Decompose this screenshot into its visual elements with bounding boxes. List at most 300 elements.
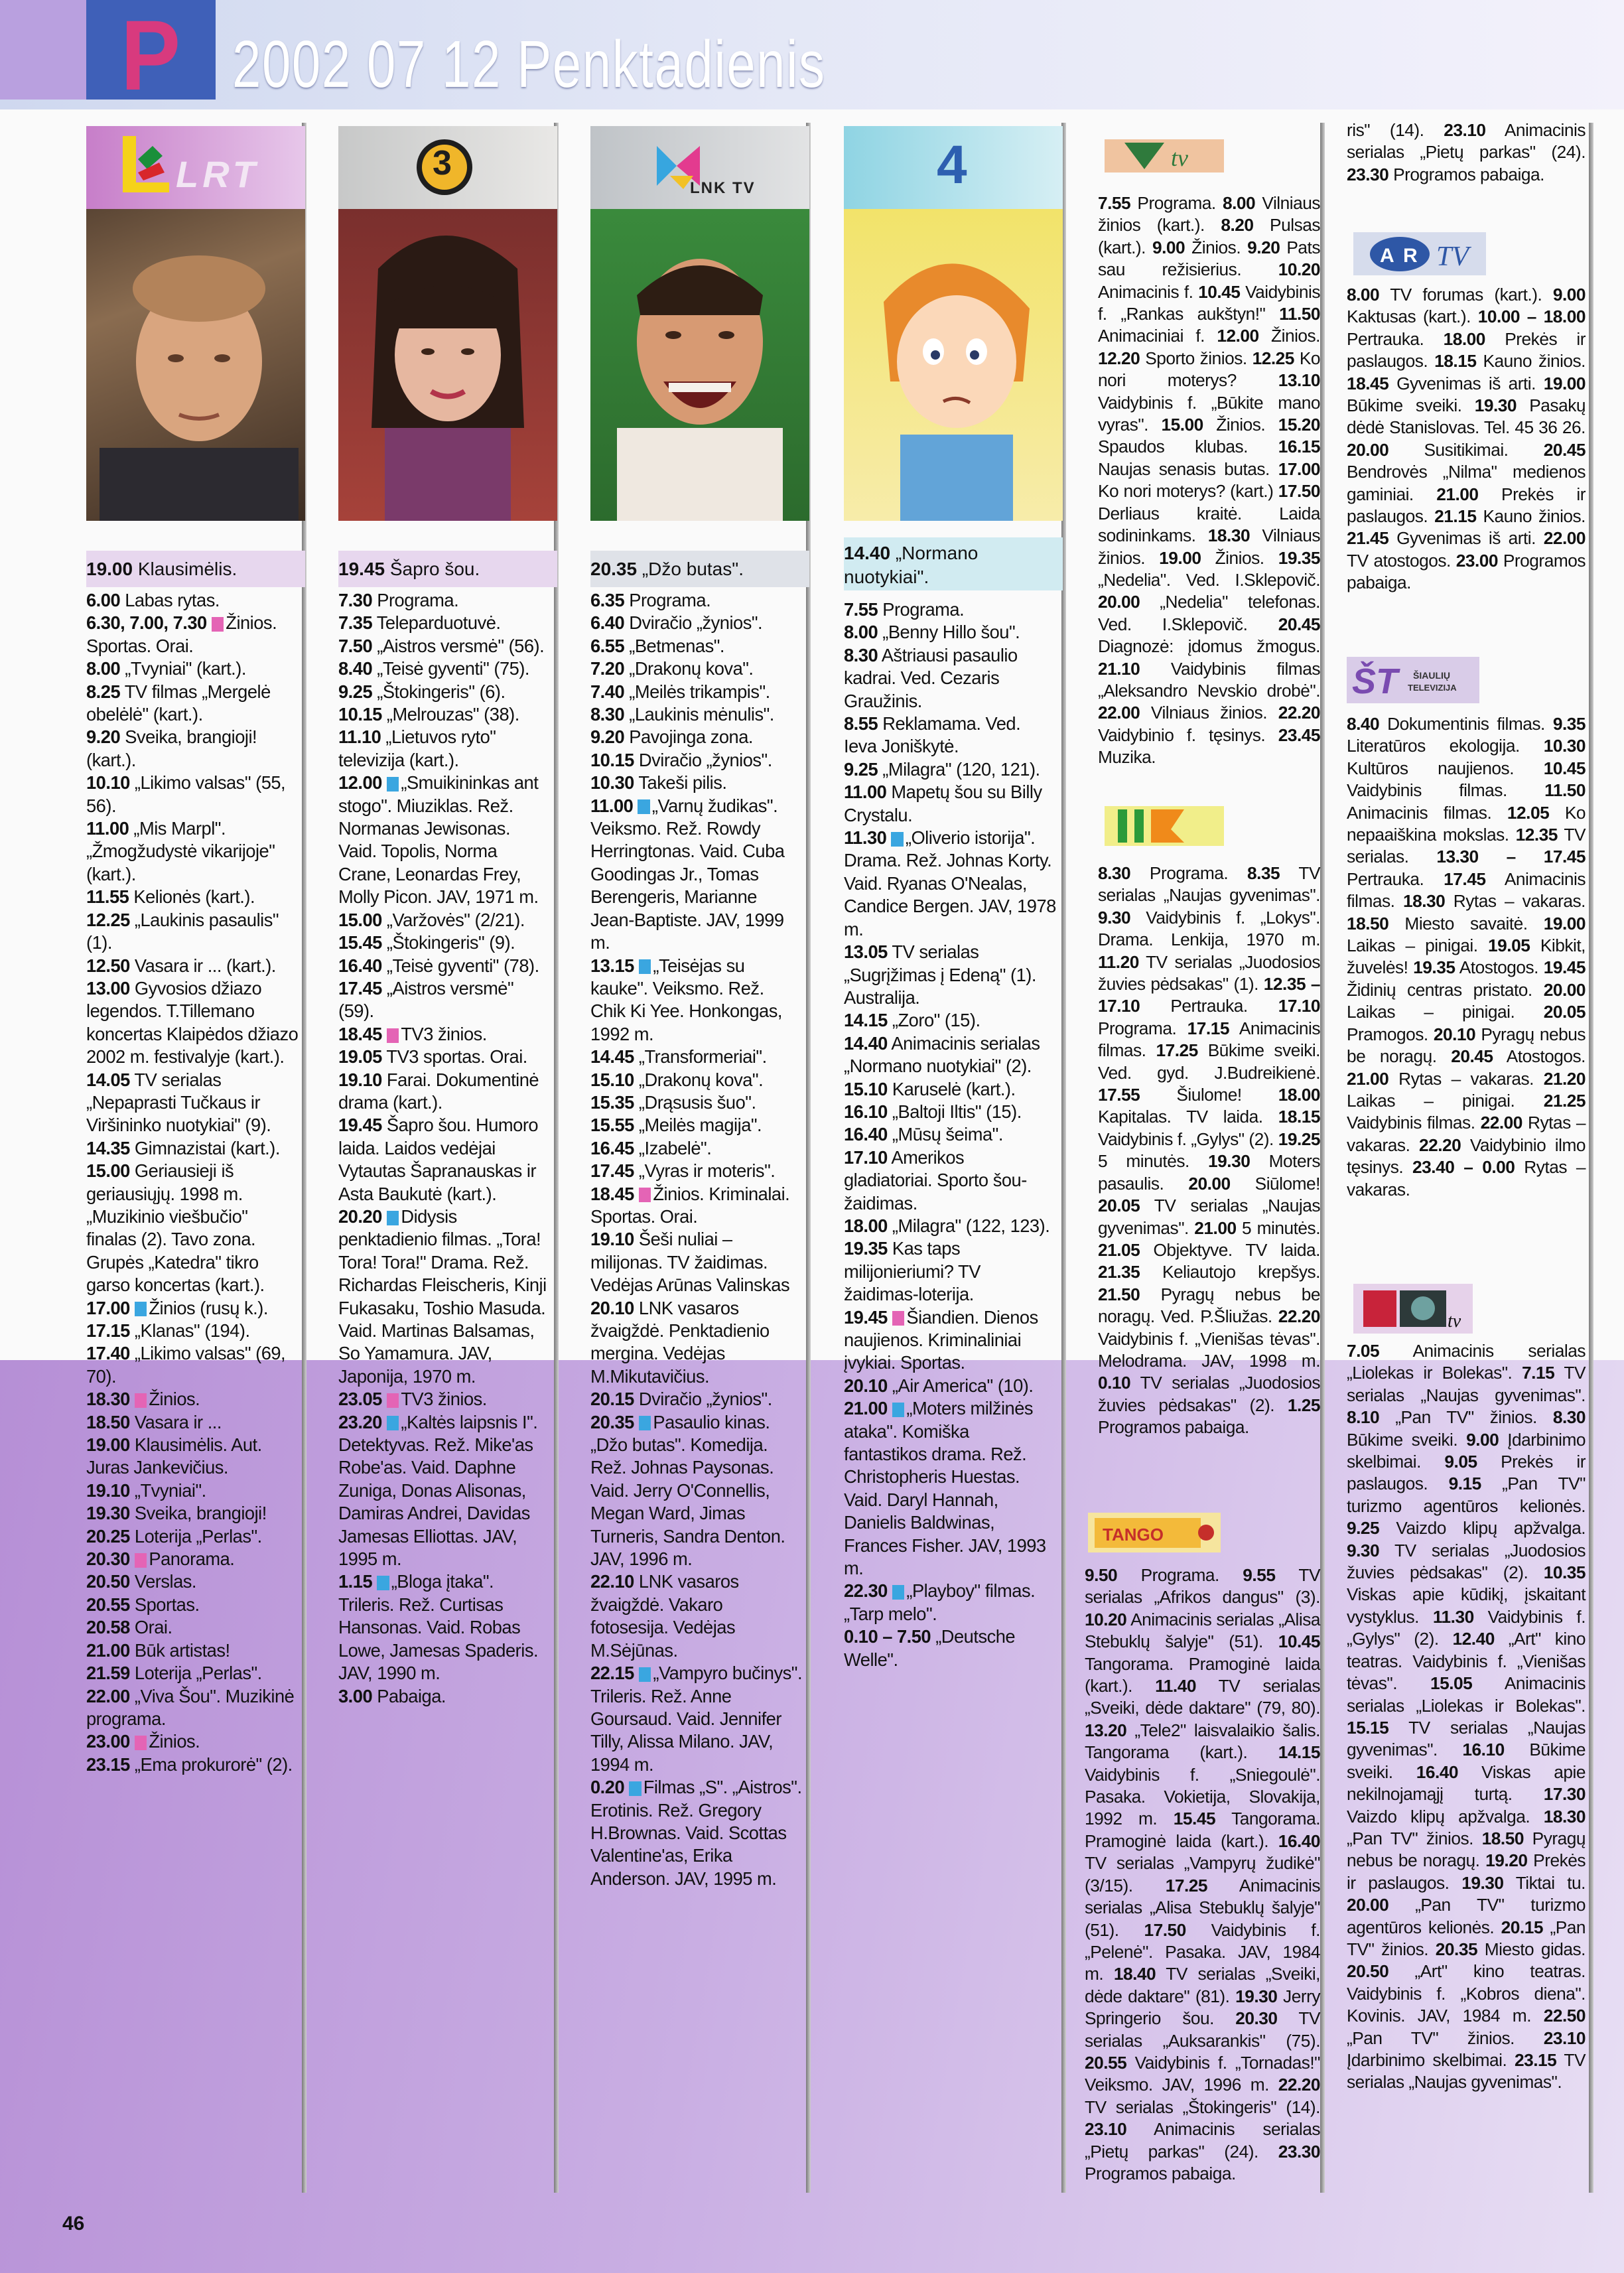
entry-time: 18.50 — [86, 1411, 130, 1432]
artv-schedule: 8.00 TV forumas (kart.). 9.00 Kaktusas (kart.). 10.00 – 18.00 Pertrauka. 18.00 Prekės ir paslaugos. 18.15 Kauno žinios. 18.45 Gyvenimas iš arti. 19.00 Būkime sveiki. 19.30 Pasakų dėdė Stanislovas. Tel. 45 36 26. 20.00 Susitikimai. 20.45 Bendrovės „Nilma" medienos gaminiai. 21.00 Prekės ir paslaugos. 21.15 Kauno žinios. 21.45 Gyvenimas iš arti. 22.00 TV atostogos. 23.00 Programos pabaiga. — [1347, 285, 1586, 593]
entry-time: 11.00 — [86, 818, 129, 839]
schedule-entry — [86, 1137, 299, 1160]
column-divider — [1320, 123, 1325, 2193]
schedule-entry — [590, 726, 803, 748]
entry-title: Vasara ir ... (kart.). — [134, 955, 276, 976]
film-tag-icon — [387, 1211, 399, 1225]
entry-time: 11.10 — [338, 726, 381, 748]
entry-title: „Milagra" (122, 123). — [892, 1215, 1050, 1236]
entry-time: 19.35 — [844, 1238, 888, 1259]
tango-logo — [1088, 1506, 1221, 1559]
entry-time: 17.15 — [86, 1320, 130, 1341]
entry-title: „Štokingeris" (6). — [377, 681, 506, 702]
news-tag-icon — [387, 1028, 399, 1043]
entry-title: „Tvyniai". — [134, 1480, 206, 1501]
entry-title: Amerikos gladiatoriai. Sporto šou-žaidimas. — [844, 1146, 1027, 1213]
entry-title: „Baltoji Iltis" (15). — [892, 1101, 1022, 1122]
entry-time: 20.35 — [590, 1411, 634, 1432]
tv3-host-photo — [338, 209, 557, 521]
news-tag-icon — [639, 1188, 651, 1202]
entry-title: Žinios. — [149, 1389, 200, 1410]
schedule-entry — [86, 612, 299, 657]
entry-title: Žinios. Kriminalai. Sportas. Orai. — [590, 1183, 790, 1227]
entry-title: Dviračio „žynios". — [638, 1389, 772, 1410]
schedule-entry — [844, 1306, 1056, 1375]
lnk-photo-caption: 20.35 „Džo butas". — [590, 551, 809, 587]
entry-time: 16.40 — [844, 1124, 888, 1145]
schedule-entry — [338, 726, 551, 772]
schedule-entry — [338, 931, 551, 954]
schedule-entry — [590, 955, 803, 1046]
entry-title: Farai. Dokumentinė drama (kart.). — [338, 1069, 539, 1113]
schedule-entry — [86, 1434, 299, 1480]
lrt-logo: LRT — [176, 153, 259, 195]
entry-title: LNK vasaros žvaigždė. Vakaro fotosesija. Vedėjas M.Sėjūnas. — [590, 1571, 739, 1661]
entry-time: 23.00 — [86, 1731, 130, 1752]
schedule-entry — [844, 1146, 1056, 1215]
entry-title: Reklamama. Ved. Ieva Joniškytė. — [844, 713, 1021, 757]
entry-time: 23.20 — [338, 1411, 382, 1432]
schedule-entry — [590, 1046, 803, 1068]
schedule-entry — [590, 1411, 803, 1571]
entry-title: „Viva Šou". Muzikinė programa. — [86, 1685, 295, 1729]
entry-time: 15.10 — [844, 1078, 888, 1099]
pan-tv-schedule: 7.05 Animacinis serialas „Liolekas ir Bolekas". 7.15 TV serialas „Naujas gyvenimas". 8.10 „Pan TV" žinios. 8.30 Būkime sveiki. 9.00 Įdarbinimo skelbimai. 9.05 Prekės ir paslaugos. 9.15 „Pan TV" turizmo agentūros kelionės. 9.25 Vaizdo klipų apžvalga. 9.30 TV serialas „Juodosios žuvies pėdsakas" (2). 10.35 Viskas apie kūdikį, įskaitant vystyklus. 11.30 Vaidybinis f. „Gylys" (2). 12.40 „Art" kino teatras. Vaidybinis f. „Vienišas tėvas". 15.05 Animacinis serialas „Liolekas ir Bolekas". 15.15 TV serialas „Naujas gyvenimas". 16.10 Būkime sveiki. 16.40 Viskas apie nekilnojamąjį turtą. 17.30 Vaizdo klipų apžvalga. 18.30 „Pan TV" žinios. 18.50 Pyragų nebus be noragų. 19.20 Prekės ir paslaugos. 19.30 Tiktai tu. 20.00 „Pan TV" turizmo agentūros kelionės. 20.15 „Pan TV" žinios. 20.35 Miesto gidas. 20.50 „Art" kino teatras. Vaidybinis f. „Kobros diena". Kovinis. JAV, 1984 m. 22.50 „Pan TV" žinios. 23.10 Įdarbinimo skelbimai. 23.15 TV serialas „Naujas gyvenimas". — [1347, 1341, 1586, 2093]
schedule-entry — [86, 1594, 299, 1616]
schedule-entry — [590, 1137, 803, 1160]
schedule-entry — [338, 1388, 551, 1411]
lnk-schedule — [590, 589, 803, 1890]
entry-title: TV filmas „Mergelė obelėlė" (kart.). — [86, 681, 271, 725]
entry-title: Sveika, brangioji! — [134, 1503, 267, 1524]
woman-portrait-icon — [338, 209, 557, 521]
entry-time: 17.00 — [86, 1297, 130, 1318]
entry-time: 12.25 — [86, 909, 130, 930]
entry-time: 17.45 — [590, 1160, 634, 1182]
entry-time: 22.10 — [590, 1571, 634, 1592]
schedule-entry — [338, 1570, 551, 1685]
entry-time: 7.50 — [338, 635, 373, 656]
entry-time: 14.45 — [590, 1046, 634, 1068]
entry-time: 10.15 — [590, 749, 634, 770]
schedule-entry — [590, 681, 803, 703]
schedule-entry — [338, 909, 551, 931]
schedule-entry — [338, 977, 551, 1023]
schedule-entry — [590, 1160, 803, 1182]
film-tag-icon — [639, 959, 651, 974]
entry-time: 7.20 — [590, 658, 625, 679]
entry-title: „Laukinis mėnulis". — [629, 704, 774, 725]
entry-title: „Aistros versmė" (56). — [377, 635, 545, 656]
entry-title: „Oliverio istorija". Drama. Rež. Johnas Korty. Vaid. Ryanas O'Nealas, Candice Bergen. JAV, 1978 m. — [844, 827, 1056, 939]
entry-title: „Smuikininkas ant stogo". Miuziklas. Rež. Normanas Jewisonas. Vaid. Topolis, Norma Crane, Leonardas Frey, Molly Picon. JAV, 1971 m. — [338, 772, 539, 908]
entry-title: „Tvyniai" (kart.). — [125, 658, 246, 679]
entry-time: 19.45 — [338, 1115, 382, 1136]
film-tag-icon — [639, 1416, 651, 1430]
lnk-logo: LNK TV — [690, 179, 756, 197]
entry-title: „Likimo valsas" (55, 56). — [86, 772, 286, 816]
entry-time: 22.30 — [844, 1580, 888, 1602]
news-tag-icon — [387, 1393, 399, 1408]
schedule-entry — [86, 1411, 299, 1434]
ch4-schedule — [844, 598, 1056, 1671]
entry-time: 11.55 — [86, 886, 129, 908]
entry-time: 6.00 — [86, 590, 121, 610]
schedule-entry — [86, 1525, 299, 1548]
entry-time: 20.30 — [86, 1549, 130, 1570]
entry-time: 19.05 — [338, 1046, 382, 1068]
entry-title: TV3 žinios. — [401, 1389, 487, 1410]
schedule-entry — [590, 1091, 803, 1114]
schedule-entry — [86, 657, 299, 680]
schedule-entry — [590, 1228, 803, 1296]
siauliu-tv-logo — [1347, 654, 1479, 707]
entry-title: TV3 sportas. Orai. — [386, 1046, 527, 1068]
entry-title: „Benny Hillo šou". — [882, 622, 1020, 643]
schedule-entry — [844, 781, 1056, 827]
entry-title: Žinios. Sportas. Orai. — [86, 612, 277, 656]
entry-time: 8.30 — [590, 704, 625, 725]
entry-time: 12.50 — [86, 955, 130, 976]
schedule-entry — [590, 1388, 803, 1411]
schedule-entry — [590, 749, 803, 772]
schedule-entry — [86, 1297, 299, 1320]
entry-time: 19.10 — [86, 1480, 130, 1501]
entry-time: 7.35 — [338, 612, 373, 634]
film-tag-icon — [135, 1302, 147, 1316]
siauliu-tv-schedule: 8.40 Dokumentinis filmas. 9.35 Literatūros ekologija. 10.30 Kultūros naujienos. 10.45 Vaidybinis filmas. 11.50 Animacinis filmas. 12.05 Ko nepaaiškina mokslas. 12.35 TV serialas. 13.30 – 17.45 Pertrauka. 17.45 Animacinis filmas. 18.30 Rytas – vakaras. 18.50 Miesto savaitė. 19.00 Laikas – pinigai. 19.05 Kibkit, žuvelės! 19.35 Atostogos. 19.45 Židinių centras pristato. 20.00 Laikas – pinigai. 20.05 Pramogos. 20.10 Pyragų nebus be noragų. 20.45 Atostogos. 21.00 Rytas – vakaras. 21.20 Laikas – pinigai. 21.25 Vaidybinis filmas. 22.00 Rytas – vakaras. 22.20 Vaidybinio ilmo tęsinys. 23.40 – 0.00 Rytas – vakaras. — [1347, 714, 1586, 1200]
entry-title: „Mūsų šeima". — [892, 1124, 1003, 1145]
entry-time: 18.45 — [590, 1183, 634, 1204]
header-corner-block — [0, 0, 86, 100]
schedule-entry — [590, 795, 803, 955]
entry-time: 15.00 — [338, 909, 382, 930]
schedule-entry — [86, 1160, 299, 1296]
entry-title: „Melrouzas" (38). — [386, 704, 519, 725]
schedule-entry — [86, 1639, 299, 1662]
entry-time: 16.40 — [338, 955, 382, 976]
lnk-movie-photo — [590, 209, 809, 521]
entry-time: 17.45 — [338, 977, 382, 999]
entry-time: 0.20 — [590, 1777, 625, 1798]
schedule-entry — [86, 817, 299, 886]
entry-time: 16.45 — [590, 1137, 634, 1158]
entry-time: 20.10 — [844, 1375, 888, 1396]
entry-time: 16.10 — [844, 1101, 888, 1122]
entry-time: 9.20 — [590, 726, 625, 748]
news-tag-icon — [212, 617, 224, 632]
schedule-entry — [86, 1548, 299, 1570]
entry-time: 7.30 — [338, 590, 373, 610]
schedule-entry — [844, 1580, 1056, 1625]
entry-title: Programa. — [377, 590, 459, 610]
svg-text:TELEVIZIJA: TELEVIZIJA — [1408, 683, 1457, 693]
entry-title: „Meilės trikampis". — [629, 681, 770, 702]
entry-title: Šapro šou. Humoro laida. Laidos vedėjai Vytautas Šapranauskas ir Asta Baukutė (kart.). — [338, 1115, 539, 1204]
man-portrait-icon — [86, 209, 305, 521]
entry-title: LNK vasaros žvaigždė. Penktadienio mergina. Vedėjas M.Mikutavičius. — [590, 1297, 770, 1387]
entry-time: 13.05 — [844, 941, 888, 963]
entry-title: Animacinis serialas „Normano nuotykiai" (2). — [844, 1032, 1040, 1077]
entry-time: 6.30, 7.00, 7.30 — [86, 612, 207, 634]
entry-time: 20.20 — [338, 1205, 382, 1227]
entry-title: Teleparduotuvė. — [376, 612, 501, 634]
tv3-schedule — [338, 589, 551, 1708]
entry-time: 19.10 — [338, 1069, 382, 1090]
entry-time: 1.15 — [338, 1571, 373, 1592]
schedule-entry — [338, 1023, 551, 1046]
entry-title: „Vampyro bučinys". Trileris. Rež. Anne Goursaud. Vaid. Jennifer Tilly, Alissa Milano. JAV, 1994 m. — [590, 1663, 803, 1775]
cartoon-boy-icon — [844, 209, 1063, 521]
pan-tv-logo — [1353, 1280, 1473, 1337]
entry-title: „Laukinis pasaulis" (1). — [86, 909, 279, 953]
entry-title: „Varnų žudikas". Veiksmo. Rež. Rowdy Herringtonas. Vaid. Cuba Goodingas Jr., Tomas Berengeris, Marianne Jean-Baptiste. JAV, 1999 m. — [590, 795, 785, 953]
entry-time: 9.25 — [338, 681, 373, 702]
entry-title: „Transformeriai". — [638, 1046, 767, 1068]
entry-time: 8.25 — [86, 681, 121, 702]
entry-time: 13.00 — [86, 977, 130, 999]
schedule-entry — [590, 635, 803, 657]
entry-time: 3.00 — [338, 1685, 373, 1706]
schedule-entry — [86, 1480, 299, 1502]
schedule-entry — [86, 1730, 299, 1753]
entry-title: Labas rytas. — [125, 590, 220, 610]
entry-title: „Izabelė". — [638, 1137, 712, 1158]
ch4-cartoon-photo — [844, 209, 1063, 521]
entry-time: 14.15 — [844, 1010, 888, 1031]
entry-time: 10.10 — [86, 772, 130, 793]
entry-title: „Vyras ir moteris". — [638, 1160, 776, 1182]
entry-title: „Meilės magija". — [638, 1115, 762, 1136]
entry-title: „Deutsche Welle". — [844, 1626, 1016, 1670]
entry-title: „Varžovės" (2/21). — [386, 909, 525, 930]
entry-time: 15.35 — [590, 1091, 634, 1113]
entry-time: 6.55 — [590, 635, 625, 656]
entry-time: 15.00 — [86, 1160, 130, 1182]
page-number: 46 — [62, 2213, 85, 2235]
ch4-logo: 4 — [937, 135, 967, 195]
entry-title: Pasaulio kinas. „Džo butas". Komedija. Rež. Johnas Paysonas. Vaid. Jerry O'Connellis, Megan Ward, Jimas Turneris, Sandra Denton. JAV, 1996 m. — [590, 1411, 785, 1570]
entry-time: 17.40 — [86, 1343, 130, 1364]
schedule-entry — [86, 1069, 299, 1137]
entry-time: 21.59 — [86, 1663, 130, 1684]
entry-title: „Air America" (10). — [892, 1375, 1034, 1396]
entry-title: Kas taps milijonieriumi? TV žaidimas-loterija. — [844, 1238, 981, 1305]
entry-title: Sportas. — [134, 1594, 200, 1615]
artv-logo — [1353, 229, 1486, 279]
entry-title: „Klanas" (194). — [134, 1320, 250, 1341]
entry-title: „Moters milžinės ataka". Komiška fantastikos drama. Rež. Christopheris Huestas. Vaid. Daryl Hannah, Danielis Baldwinas, Frances Fisher. JAV, 1993 m. — [844, 1398, 1046, 1579]
schedule-entry — [86, 1342, 299, 1388]
schedule-entry — [590, 1297, 803, 1389]
entry-title: TV serialas „Sugrįžimas į Edeną" (1). Australija. — [844, 941, 1036, 1008]
schedule-entry — [338, 1069, 551, 1115]
entry-time: 20.10 — [590, 1297, 634, 1318]
schedule-entry — [844, 644, 1056, 713]
schedule-entry — [86, 1570, 299, 1593]
film-tag-icon — [892, 1585, 904, 1600]
svg-text:tv: tv — [1448, 1311, 1461, 1332]
entry-title: „Milagra" (120, 121). — [882, 758, 1040, 780]
entry-time: 8.00 — [844, 622, 878, 643]
entry-title: Karuselė (kart.). — [892, 1078, 1016, 1099]
entry-time: 19.45 — [844, 1306, 888, 1328]
entry-title: „Playboy" filmas. „Tarp melo". — [844, 1580, 1036, 1624]
entry-time: 22.15 — [590, 1663, 634, 1684]
schedule-entry — [338, 612, 551, 634]
entry-time: 8.30 — [844, 644, 878, 665]
entry-time: 18.30 — [86, 1389, 130, 1410]
schedule-entry — [844, 1101, 1056, 1123]
entry-title: „Aistros versmė" (59). — [338, 977, 514, 1022]
schedule-entry — [590, 1069, 803, 1091]
entry-time: 23.05 — [338, 1389, 382, 1410]
schedule-entry — [338, 703, 551, 726]
entry-time: 22.00 — [86, 1685, 130, 1706]
film-tag-icon — [387, 777, 399, 792]
svg-text:ŠIAULIŲ: ŠIAULIŲ — [1413, 670, 1450, 681]
schedule-entry — [844, 758, 1056, 781]
schedule-entry — [844, 941, 1056, 1009]
entry-title: TV serialas „Nepaprasti Tučkaus ir Viršininko nuotykiai" (9). — [86, 1069, 271, 1136]
entry-title: Programa. — [882, 599, 965, 620]
entry-title: Dviračio „žynios". — [638, 749, 772, 770]
schedule-entry — [590, 1183, 803, 1229]
entry-time: 20.58 — [86, 1617, 130, 1638]
entry-title: Gimnazistai (kart.). — [134, 1137, 280, 1158]
news-tag-icon — [892, 1311, 904, 1326]
tv11-schedule: 8.30 Programa. 8.35 TV serialas „Naujas gyvenimas". 9.30 Vaidybinis f. „Lokys". Drama. Lenkija, 1970 m. 11.20 TV serialas „Juodosios žuvies pėdsakas" (1). 12.35 – 17.10 Pertrauka. 17.10 Programa. 17.15 Animacinis filmas. 17.25 Būkime sveiki. Ved. gyd. J.Budreikienė. 17.55 Šiulome! 18.00 Kapitalas. TV laida. 18.15 Vaidybinis f. „Gylys" (2). 19.25 5 minutės. 19.30 Moters pasaulis. 20.00 Siūlome! 20.05 TV serialas „Naujas gyvenimas". 21.00 5 minutės. 21.05 Objektyve. TV laida. 21.35 Keliautojo krepšys. 21.50 Pyragų nebus be noragų. Ved. P.Šliužas. 22.20 Vaidybinis f. „Vienišas tėvas". Melodrama. JAV, 1998 m. 0.10 TV serialas „Juodosios žuvies pėdsakas" (2). 1.25 Programos pabaiga. — [1098, 863, 1321, 1438]
laughing-man-portrait-icon — [590, 209, 809, 521]
entry-title: Kelionės (kart.). — [133, 886, 255, 908]
schedule-entry — [590, 589, 803, 612]
schedule-entry — [844, 827, 1056, 941]
schedule-entry — [844, 713, 1056, 758]
schedule-entry — [844, 1375, 1056, 1397]
schedule-entry — [86, 726, 299, 772]
schedule-entry — [338, 657, 551, 680]
entry-time: 10.30 — [590, 772, 634, 793]
schedule-entry — [86, 1388, 299, 1411]
entry-time: 20.50 — [86, 1571, 130, 1592]
entry-title: Orai. — [134, 1617, 172, 1638]
lrt-photo-caption: 19.00 Klausimėlis. — [86, 551, 305, 587]
entry-time: 12.00 — [338, 772, 382, 793]
lrt-schedule — [86, 589, 299, 1776]
entry-title: Vasara ir ... — [134, 1411, 222, 1432]
schedule-entry — [86, 681, 299, 726]
schedule-entry — [338, 1205, 551, 1388]
entry-title: „Drakonų kova". — [629, 658, 754, 679]
schedule-entry — [86, 886, 299, 908]
film-tag-icon — [638, 799, 649, 814]
schedule-entry — [844, 1009, 1056, 1032]
entry-time: 14.40 — [844, 1032, 888, 1054]
date-title: 2002 07 12 Penktadienis — [232, 27, 826, 102]
schedule-entry — [86, 1662, 299, 1685]
entry-title: Panorama. — [149, 1549, 235, 1570]
schedule-entry — [844, 598, 1056, 621]
entry-title: „Kaltės laipsnis I". Detektyvas. Rež. Mike'as Robe'as. Vaid. Daphne Zuniga, Donas Alisonas, Damiras Andrei, Davidas Jamesas Elliottas. JAV, 1995 m. — [338, 1411, 538, 1570]
entry-time: 8.55 — [844, 713, 878, 734]
entry-time: 0.10 – 7.50 — [844, 1626, 931, 1647]
entry-title: TV3 žinios. — [401, 1023, 487, 1044]
svg-text:TANGO: TANGO — [1103, 1525, 1164, 1545]
vilnius-tv-logo — [1105, 133, 1224, 179]
schedule-entry — [86, 589, 299, 612]
schedule-entry — [338, 635, 551, 657]
entry-time: 18.45 — [338, 1023, 382, 1044]
entry-title: Loterija „Perlas". — [134, 1663, 262, 1684]
schedule-entry — [86, 909, 299, 955]
schedule-entry — [338, 955, 551, 977]
entry-title: „Lietuvos ryto" televizija (kart.). — [338, 726, 496, 770]
svg-text:R: R — [1403, 245, 1418, 267]
entry-title: „Teisėjas su kauke". Veiksmo. Rež. Chik Ki Yee. Honkongas, 1992 m. — [590, 955, 782, 1044]
schedule-entry — [590, 772, 803, 794]
entry-time: 6.40 — [590, 612, 625, 634]
entry-time: 20.55 — [86, 1594, 130, 1615]
schedule-entry — [844, 1123, 1056, 1146]
schedule-entry — [86, 772, 299, 817]
entry-title: „Teisė gyventi" (75). — [377, 658, 530, 679]
schedule-entry — [844, 1078, 1056, 1101]
schedule-entry — [338, 681, 551, 703]
entry-time: 19.10 — [590, 1229, 634, 1250]
film-tag-icon — [377, 1576, 389, 1590]
entry-title: Takeši pilis. — [638, 772, 727, 793]
entry-time: 15.55 — [590, 1115, 634, 1136]
schedule-entry — [86, 1616, 299, 1639]
schedule-entry — [86, 977, 299, 1069]
entry-title: „Zoro" (15). — [892, 1010, 981, 1031]
entry-title: Sveika, brangioji! (kart.). — [86, 726, 257, 770]
page-header — [0, 0, 1624, 109]
schedule-entry — [338, 1685, 551, 1708]
schedule-entry — [590, 1776, 803, 1890]
entry-time: 20.15 — [590, 1389, 634, 1410]
entry-time: 13.15 — [590, 955, 634, 976]
tv3-logo: 3 — [433, 144, 452, 182]
news-tag-icon — [135, 1736, 147, 1750]
ch4-photo-caption: 14.40 „Normano nuotykiai". — [844, 537, 1063, 590]
vilnius-tv-schedule: 7.55 Programa. 8.00 Vilniaus žinios (kart.). 8.20 Pulsas (kart.). 9.00 Žinios. 9.20 Pats sau režisierius. 10.20 Animacinis f. 10.45 Vaidybinis f. „Rankas aukštyn!" 11.50 Animaciniai f. 12.00 Žinios. 12.20 Sporto žinios. 12.25 Ko nori moterys? 13.10 Vaidybinis f. „Būkite mano vyras". 15.00 Žinios. 15.20 Spaudos klubas. 16.15 Naujas senasis butas. 17.00 Ko nori moterys? (kart.) 17.50 Derliaus kraitė. Laida sodininkams. 18.30 Vilniaus žinios. 19.00 Žinios. 19.35 „Nedelia". Ved. I.Sklepovič. 20.00 „Nedelia" telefonas. Ved. I.Sklepovič. 20.45 Diagnozė: įdomus žmogus. 21.10 Vaidybinis filmas „Aleksandro Nevskio drobė". 22.00 Vilniaus žinios. 22.20 Vaidybinio f. tęsinys. 23.45 Muzika. — [1098, 193, 1321, 768]
entry-title: Gyvosios džiazo legendos. T.Tillemano koncertas Klaipėdos džiazo 2002 m. festivalyje (kart.). — [86, 977, 299, 1068]
schedule-entry — [338, 1046, 551, 1068]
entry-time: 19.30 — [86, 1503, 130, 1524]
schedule-entry — [338, 1114, 551, 1205]
schedule-entry — [86, 1685, 299, 1731]
entry-title: Žinios (rusų k.). — [149, 1297, 268, 1318]
entry-time: 11.00 — [844, 782, 887, 803]
entry-time: 8.00 — [86, 658, 121, 679]
schedule-entry — [86, 1320, 299, 1342]
schedule-entry — [338, 772, 551, 908]
film-tag-icon — [891, 832, 903, 847]
entry-title: „Drąsusis šuo". — [638, 1091, 756, 1113]
entry-title: Loterija „Perlas". — [134, 1525, 262, 1547]
entry-time: 15.45 — [338, 932, 382, 953]
film-tag-icon — [639, 1667, 651, 1682]
entry-time: 14.05 — [86, 1069, 130, 1090]
entry-time: 18.00 — [844, 1215, 888, 1236]
lrt-host-photo — [86, 209, 305, 521]
entry-time: 7.55 — [844, 599, 878, 620]
entry-title: „Ema prokurorė" (2). — [134, 1754, 293, 1775]
news-tag-icon — [135, 1553, 147, 1568]
entry-title: „Štokingeris" (9). — [386, 932, 515, 953]
entry-time: 14.35 — [86, 1137, 130, 1158]
